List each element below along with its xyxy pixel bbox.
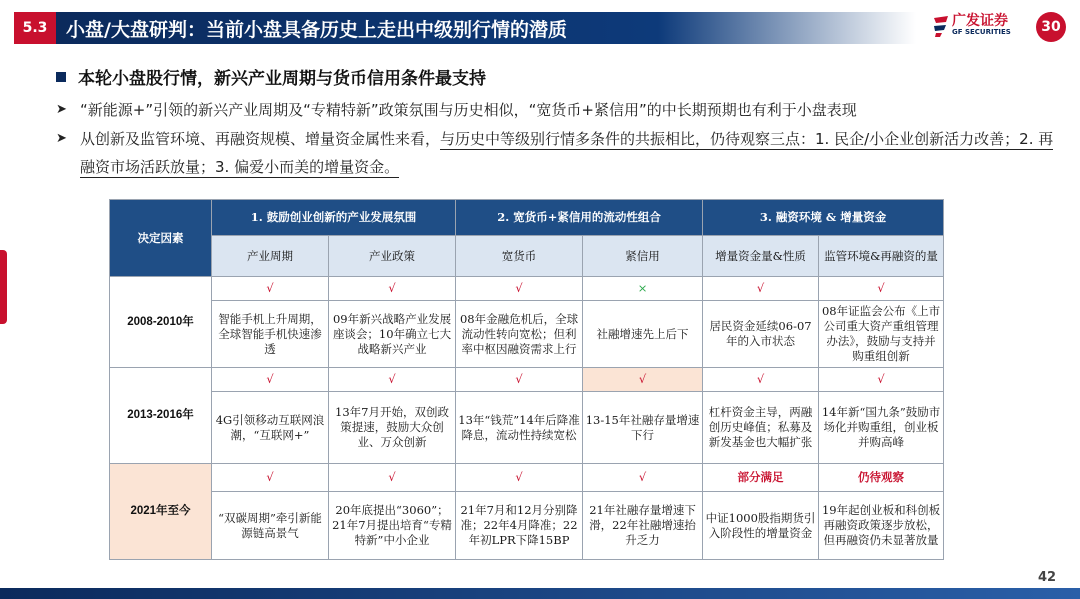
table-cell: 21年7月和12月分别降准；22年4月降准；22年初LPR下降15BP [456, 492, 583, 560]
subheader-loose-money: 宽货币 [456, 236, 583, 277]
check-mark: √ [329, 464, 456, 492]
check-mark: √ [456, 464, 583, 492]
footer-bar [0, 588, 1080, 599]
table-cell: “双碳周期”牵引新能源链高景气 [212, 492, 329, 560]
table-cell: 19年起创业板和科创板再融资政策逐步放松，但再融资仍未显著放量 [819, 492, 944, 560]
check-mark: √ [819, 368, 944, 392]
bullet-text-1: “新能源+”引领的新兴产业周期及“专精特新”政策氛围与历史相似，“宽货币+紧信用”的中长期预期也有利于小盘表现 [80, 101, 857, 119]
check-mark: √ [329, 277, 456, 301]
table-cell: 13年“钱荒”14年后降准降息，流动性持续宽松 [456, 392, 583, 464]
group-header-2: 2. 宽货币+紧信用的流动性组合 [456, 200, 703, 236]
check-mark: √ [212, 277, 329, 301]
table-cell: 08年证监会公布《上市公司重大资产重组管理办法》，鼓励与支持并购重组创新 [819, 301, 944, 368]
table-cell: 居民资金延续06-07年的入市状态 [703, 301, 819, 368]
subheader-regulation-refinancing: 监管环境&再融资的量 [819, 236, 944, 277]
main-heading [56, 64, 486, 89]
slide-title: 小盘/大盘研判：当前小盘具备历史上走出中级别行情的潜质 [56, 12, 916, 44]
table-cell: 09年新兴战略产业发展座谈会；10年确立七大战略新兴产业 [329, 301, 456, 368]
logo-subtext: GF SECURITIES [952, 28, 1011, 36]
table-cell: 杠杆资金主导，两融创历史峰值；私募及新发基金也大幅扩张 [703, 392, 819, 464]
table-cell: 社融增速先上后下 [583, 301, 703, 368]
subheader-incremental-funds: 增量资金量&性质 [703, 236, 819, 277]
check-mark: √ [819, 277, 944, 301]
subheader-industry-cycle: 产业周期 [212, 236, 329, 277]
main-heading-text: 本轮小盘股行情，新兴产业周期与货币信用条件最支持 [78, 69, 486, 89]
anniversary-badge: 30 [1036, 12, 1066, 42]
check-mark: √ [583, 368, 703, 392]
arrow-bullet-icon: ➤ [56, 131, 67, 146]
bullet-item-2 [56, 125, 1066, 181]
table-cell: 4G引领移动互联网浪潮，“互联网+” [212, 392, 329, 464]
check-mark: √ [456, 277, 583, 301]
table-cell: 13-15年社融存量增速下行 [583, 392, 703, 464]
page-number: 42 [1038, 570, 1057, 585]
group-header-3: 3. 融资环境 & 增量资金 [703, 200, 944, 236]
check-mark: √ [329, 368, 456, 392]
square-bullet-icon [56, 72, 66, 82]
table-cell: 21年社融存量增速下滑，22年社融增速抬升乏力 [583, 492, 703, 560]
arrow-bullet-icon: ➤ [56, 102, 67, 117]
bullet-text-2b: 与历史中等级别行情多条件的共振相比，仍待观察三点：1. 民企/小企业创新活力改善；2. 再融资市场活跃放量；3. 偏爱小而美的增量资金。 [80, 130, 1054, 176]
group-header-1: 1. 鼓励创业创新的产业发展氛围 [212, 200, 456, 236]
cross-mark: × [583, 277, 703, 301]
table-corner-header: 决定因素 [110, 200, 212, 277]
check-mark: √ [703, 368, 819, 392]
table-cell: 智能手机上升周期，全球智能手机快速渗透 [212, 301, 329, 368]
bullet-text-2 [80, 125, 1066, 181]
slide-header [0, 0, 1080, 54]
left-edge-tab [0, 250, 7, 324]
factor-comparison-table [109, 199, 944, 560]
check-mark: √ [703, 277, 819, 301]
subheader-industry-policy: 产业政策 [329, 236, 456, 277]
table-cell: 中证1000股指期货引入阶段性的增量资金 [703, 492, 819, 560]
check-mark: √ [212, 368, 329, 392]
status-to-be-observed: 仍待观察 [819, 464, 944, 492]
table-cell: 20年底提出“3060”；21年7月提出培育“专精特新”中小企业 [329, 492, 456, 560]
check-mark: √ [456, 368, 583, 392]
row-label-2021: 2021年至今 [110, 464, 212, 560]
table-cell: 14年新“国九条”鼓励市场化并购重组，创业板并购高峰 [819, 392, 944, 464]
row-label-2013: 2013-2016年 [110, 368, 212, 464]
row-label-2008: 2008-2010年 [110, 277, 212, 368]
table-cell: 08年金融危机后，全球流动性转向宽松；但利率中枢因融资需求上行 [456, 301, 583, 368]
status-partially-met: 部分满足 [703, 464, 819, 492]
bullet-text-2a: 从创新及监管环境、再融资规模、增量资金属性来看， [80, 130, 441, 148]
gf-securities-logo [932, 8, 1072, 48]
logo-mark-icon [932, 14, 950, 38]
table-cell: 13年7月开始，双创政策提速，鼓励大众创业、万众创新 [329, 392, 456, 464]
check-mark: √ [583, 464, 703, 492]
check-mark: √ [212, 464, 329, 492]
logo-text: 广发证券 [952, 13, 1008, 29]
section-number: 5.3 [14, 12, 56, 44]
subheader-tight-credit: 紧信用 [583, 236, 703, 277]
bullet-item-1 [56, 96, 1066, 124]
